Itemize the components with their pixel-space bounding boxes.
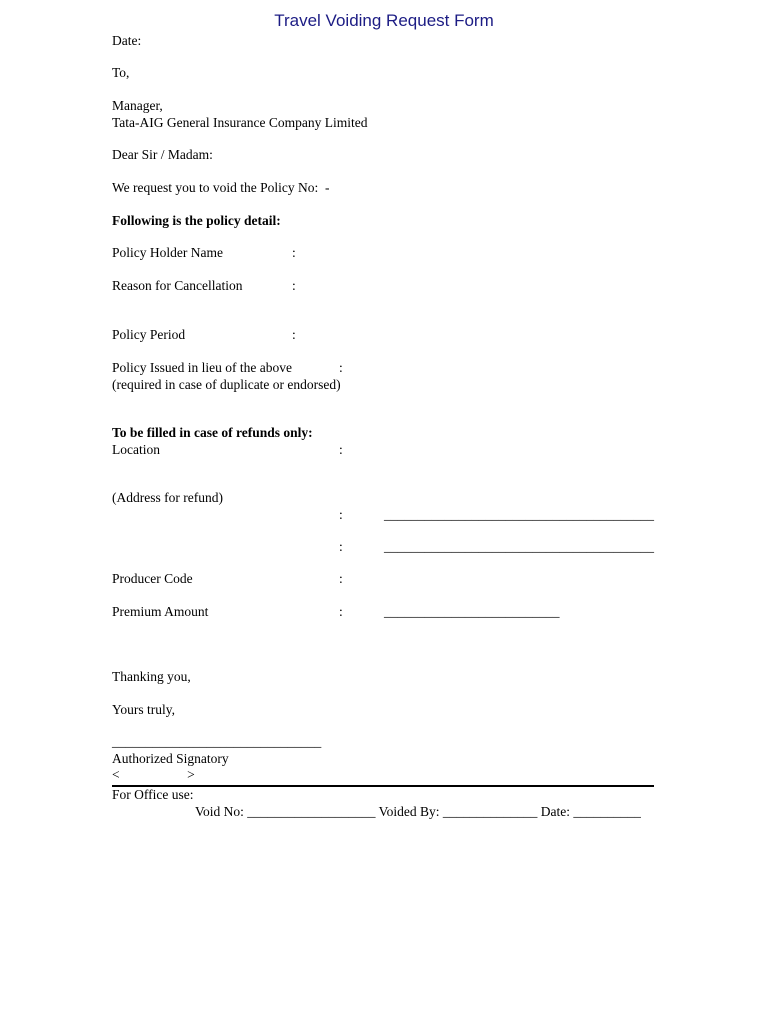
thanking-you: Thanking you, bbox=[112, 669, 191, 684]
office-use-label: For Office use: bbox=[112, 787, 194, 802]
signature-line: _______________________________ bbox=[112, 734, 322, 749]
to-label: To, bbox=[112, 65, 130, 80]
refund-section-heading: To be filled in case of refunds only: bbox=[112, 425, 313, 440]
office-use-void-line: Void No: ___________________ Voided By: ______________ Date: __________ bbox=[195, 804, 641, 819]
policy-issued-note: (required in case of duplicate or endorsed) bbox=[112, 377, 341, 392]
premium-amount-label: Premium Amount bbox=[112, 604, 209, 619]
cancellation-reason-label: Reason for Cancellation bbox=[112, 278, 243, 293]
cancellation-reason-colon: : bbox=[292, 278, 296, 293]
policy-holder-name-label: Policy Holder Name bbox=[112, 245, 223, 260]
date-label: Date: bbox=[112, 33, 142, 48]
signatory-name-placeholder: < > bbox=[112, 767, 195, 782]
address-line-2-colon: : bbox=[339, 539, 343, 554]
recipient-title: Manager, bbox=[112, 98, 163, 113]
authorized-signatory-label: Authorized Signatory bbox=[112, 751, 229, 766]
policy-section-heading: Following is the policy detail: bbox=[112, 213, 281, 228]
producer-code-colon: : bbox=[339, 571, 343, 586]
request-line: We request you to void the Policy No: - bbox=[112, 180, 330, 195]
location-colon: : bbox=[339, 442, 343, 457]
premium-amount-colon: : bbox=[339, 604, 343, 619]
yours-truly: Yours truly, bbox=[112, 702, 176, 717]
address-line-1-colon: : bbox=[339, 507, 343, 522]
policy-issued-in-lieu-colon: : bbox=[339, 360, 343, 375]
address-line-2-blank: ________________________________________ bbox=[384, 539, 654, 554]
address-line-1-blank: ________________________________________ bbox=[384, 507, 654, 522]
location-label: Location bbox=[112, 442, 160, 457]
policy-period-colon: : bbox=[292, 327, 296, 342]
form-title: Travel Voiding Request Form bbox=[274, 11, 494, 30]
producer-code-label: Producer Code bbox=[112, 571, 193, 586]
recipient-company: Tata-AIG General Insurance Company Limited bbox=[112, 115, 368, 130]
refund-address-label: (Address for refund) bbox=[112, 490, 223, 505]
policy-issued-in-lieu-label: Policy Issued in lieu of the above bbox=[112, 360, 292, 375]
premium-amount-blank: __________________________ bbox=[384, 604, 560, 619]
policy-period-label: Policy Period bbox=[112, 327, 186, 342]
salutation: Dear Sir / Madam: bbox=[112, 147, 213, 162]
policy-holder-name-colon: : bbox=[292, 245, 296, 260]
